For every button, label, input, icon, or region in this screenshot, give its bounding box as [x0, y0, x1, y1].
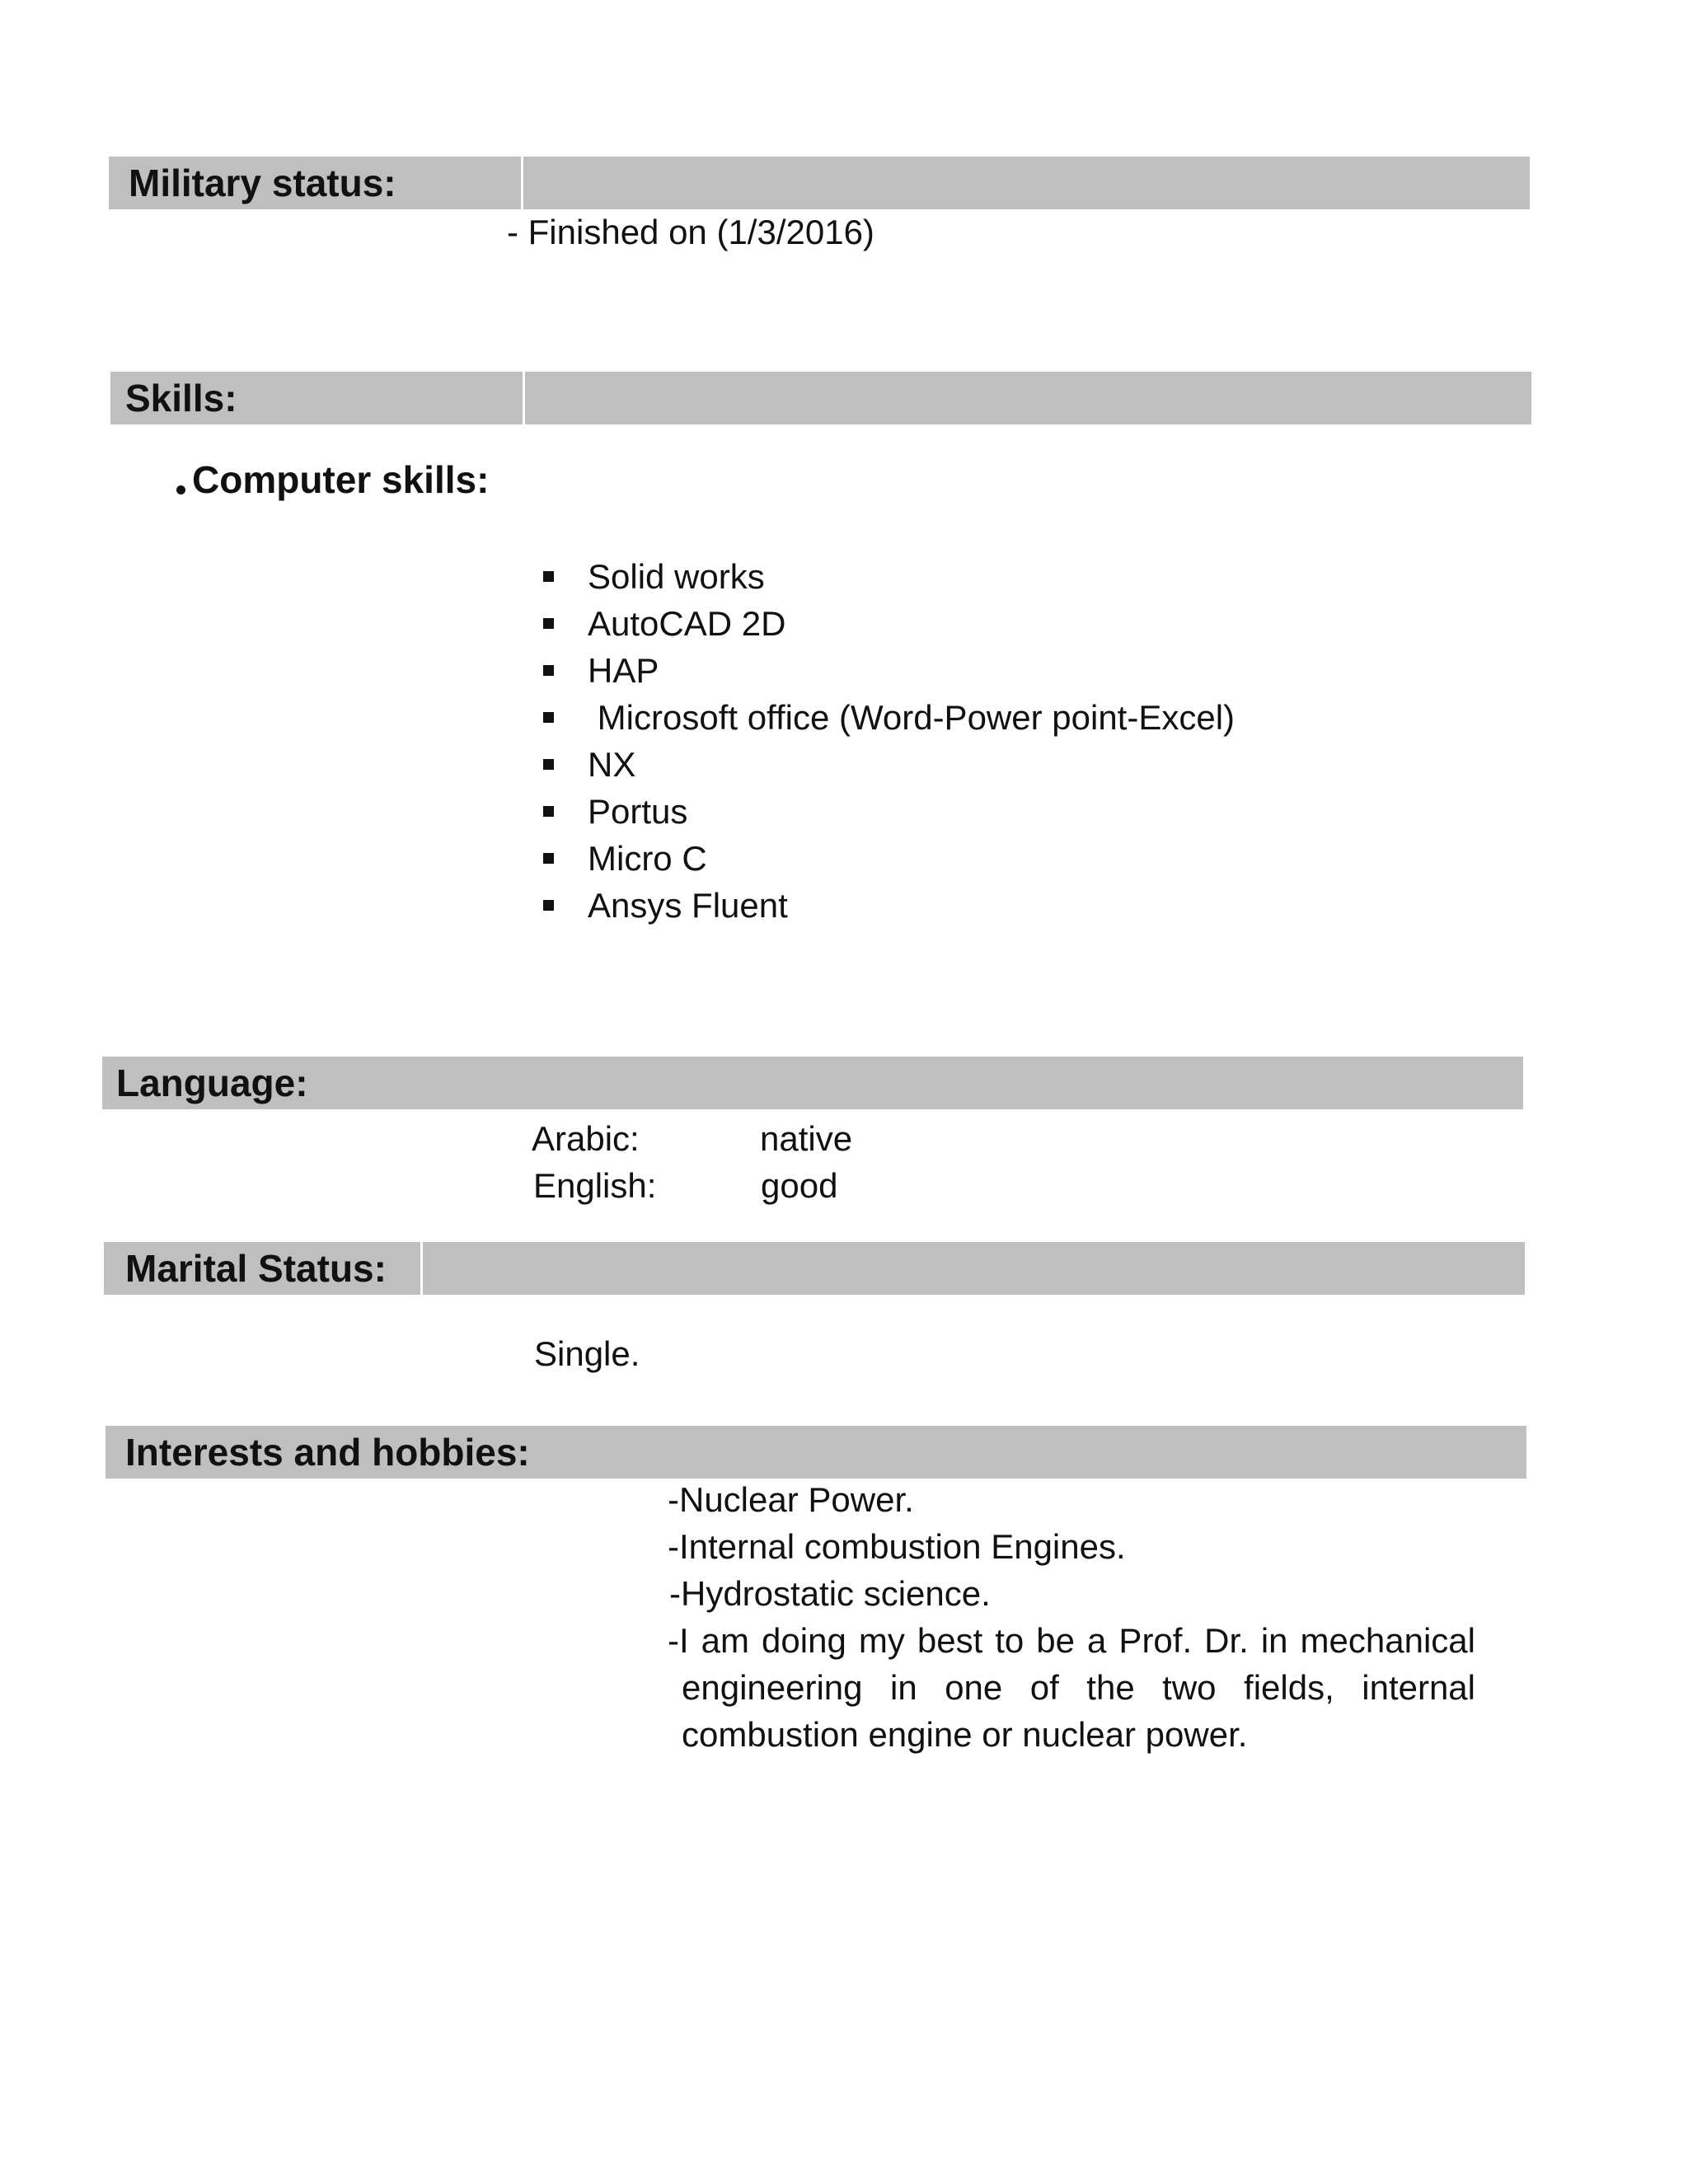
language-header-bar — [102, 1057, 1523, 1109]
interest-item: -Nuclear Power. — [668, 1480, 914, 1519]
list-item — [0, 742, 1688, 789]
list-item — [0, 601, 1688, 648]
interest-item-continued: engineering in one of the two fields, internal — [682, 1668, 1475, 1707]
skill-label: NX — [588, 745, 636, 784]
marital-status-value: Single. — [534, 1334, 640, 1373]
interest-item: -Hydrostatic science. — [669, 1574, 991, 1613]
interest-item-continued: combustion engine or nuclear power. — [682, 1715, 1248, 1754]
skill-label: Ansys Fluent — [588, 886, 788, 925]
language-level-arabic: native — [760, 1119, 853, 1158]
skill-label: Micro C — [588, 839, 707, 878]
skill-label: Microsoft office (Word-Power point-Excel) — [588, 698, 1236, 737]
header-divider — [420, 1242, 423, 1295]
interest-item: -Internal combustion Engines. — [668, 1527, 1126, 1566]
skill-label: Solid works — [588, 557, 765, 596]
skills-header-bar — [110, 372, 1531, 424]
skill-label: Portus — [588, 792, 688, 831]
square-bullet-icon — [543, 900, 554, 911]
list-item — [0, 836, 1688, 883]
square-bullet-icon — [543, 759, 554, 770]
list-item — [0, 695, 1688, 742]
interests-heading: Interests and hobbies: — [125, 1431, 530, 1474]
interest-item: -I am doing my best to be a Prof. Dr. in mechanical — [668, 1621, 1475, 1660]
bullet-dot-icon — [176, 485, 185, 494]
list-item — [0, 789, 1688, 836]
header-divider — [521, 157, 523, 209]
list-item — [0, 554, 1688, 601]
square-bullet-icon — [543, 571, 554, 582]
skill-label: AutoCAD 2D — [588, 604, 786, 643]
list-item — [0, 883, 1688, 930]
language-heading: Language: — [116, 1062, 308, 1104]
square-bullet-icon — [543, 712, 554, 723]
military-status-heading: Military status: — [129, 162, 396, 204]
language-name-arabic: Arabic: — [532, 1119, 640, 1158]
square-bullet-icon — [543, 853, 554, 864]
list-item — [0, 648, 1688, 695]
computer-skills-heading: Computer skills: — [192, 458, 490, 501]
language-level-english: good — [761, 1166, 838, 1205]
header-divider — [523, 372, 525, 424]
skill-label: HAP — [588, 651, 659, 690]
square-bullet-icon — [543, 806, 554, 817]
language-name-english: English: — [533, 1166, 657, 1205]
military-status-detail: - Finished on (1/3/2016) — [507, 213, 874, 251]
square-bullet-icon — [543, 618, 554, 629]
marital-status-heading: Marital Status: — [125, 1247, 387, 1290]
skills-heading: Skills: — [125, 377, 237, 419]
square-bullet-icon — [543, 665, 554, 676]
computer-skills-list — [0, 554, 1688, 941]
